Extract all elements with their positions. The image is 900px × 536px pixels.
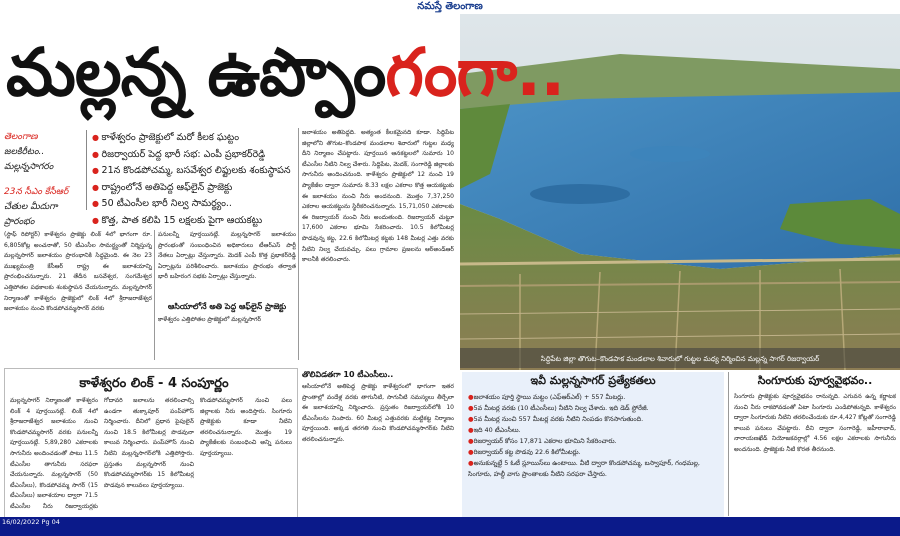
photo-caption: సిద్దిపేట జిల్లా తొగుట–కొండపాక మండలాల శివారులో గుట్టల మధ్య నిర్మించిన మల్లన్న సాగర్ రిజర్వాయర్ <box>540 355 820 363</box>
feature-item: ● రిజర్వాయర్ కోసం 17,871 ఎకరాల భూమిని సేకరించారు. <box>468 436 720 447</box>
features-title: ఇవీ మల్లన్నసాగర్ ప్రత్యేకతలు <box>530 374 656 387</box>
highlights-list <box>92 130 292 229</box>
singur-title: సింగూరుకు పూర్వవైభవం.. <box>757 374 873 387</box>
singur-text: సింగూరు ప్రాజెక్టుకు పూర్వవైభవం రానున్నది. ఎగువన ఉన్న కర్ణాటక నుంచి నీరు రాకపోవడంతో ఏటా సింగూరు ఎండిపోతున్నది. కాళేశ్వరం ద్వారా సింగూరుకు నీటిని తరలించేందుకు రూ.4,427 కోట్లతో సంగారెడ్డి కాలువ పనులు చేపట్టారు. దీని ద్వారా సంగారెడ్డి, జహీరాబాద్, నారాయణఖేడ్ నియోజకవర్గాల్లో 4.56 లక్షల ఎకరాలకు సాగునీరు అందనుంది. ప్రాజెక్టుకు నీటి కొరత తీరనుంది. <box>734 393 896 453</box>
highlight-item: ● రిజర్వాయర్ పెద్ద భారీ సభ: ఎంపీ ప్రభాకర్‌రెడ్డి <box>92 147 292 164</box>
article-column-2b: కాళేశ్వరం ఎత్తిపోతల ప్రాజెక్టులో మల్లన్నసాగర్ <box>158 316 262 323</box>
kicker-divider <box>86 130 87 210</box>
features-list <box>468 392 720 480</box>
kicker-line1: తెలంగాణ <box>4 132 38 142</box>
column-divider <box>298 128 299 360</box>
article-column-2: పనులన్నీ పూర్తయినట్లే. మల్లన్నసాగర్ జలాశయం ప్రారంభంతో సంబంధించిన అధికారులు టీఆర్ఎస్ పార్టీ నేతలు ఏర్పాట్లు చేస్తున్నారు. మెదక్ ఎంపీ కొత్త ప్రభాకర్‌రెడ్డి ఏర్పాట్లను పరిశీలించారు. జలాశయం ప్రారంభం తర్వాత భారీ బహిరంగ సభకు ఏర్పాట్లు చేస్తున్నారు. <box>158 231 296 281</box>
headline-part2: గంగా.. <box>385 34 565 111</box>
kicker <box>4 130 86 230</box>
column-3-subhead: తొలివిడతగా 10 టీఎంసీలు.. <box>302 370 394 379</box>
feature-item: ● ఇది 40 టీఎంసీలు. <box>468 425 720 436</box>
headline <box>6 28 564 118</box>
highlight-item: ● 21న కొండపోచమ్మ, బసవేశ్వర లిఫ్టులకు శంకుస్థాపన <box>92 163 292 180</box>
link4-column-3: కొండపోచమ్మసాగర్ నుంచి పలు జిల్లాలకు నీరు అందిస్తారు. సింగూరు ప్రాజెక్టుకు కూడా నీటిని తరలించనున్నారు. మొత్తం 19 ప్యాకేజీలకు సంబంధించి అన్ని పనులు పూర్తయ్యాయి. <box>200 397 292 457</box>
column-divider <box>728 372 729 516</box>
footer-bar <box>0 517 900 536</box>
link4-column-1: మల్లన్నసాగర్ నిర్మాణంతో కాళేశ్వరం లింక్ 4 పూర్తయినట్లే. లింక్ 4లో శ్రీరాజరాజేశ్వర జలాశయం నుంచి కొండపోచమ్మసాగర్ వరకు పనులన్నీ పూర్తయినట్లే. 5,89,280 ఎకరాలకు సాగునీరు అందించడంతో పాటు 11.5 టీఎంసీల తాగునీరు సరఫరా చేయనున్నారు. మల్లన్నసాగర్ (50 టీఎంసీలు), కొండపోచమ్మ సాగర్ (15 టీఎంసీలు) జలాశయాల ద్వారా 71.5 టీఎంసీల నీరు రిజర్వాయర్లకు <box>10 397 98 510</box>
column-2-subhead: ఆసియాలోనే అతి పెద్ద ఆఫ్‌లైన్ ప్రాజెక్టు <box>167 302 287 311</box>
article-column-3b: ఆసియాలోనే అతిపెద్ద ప్రాజెక్టు కాళేశ్వరంలో భాగంగా ఇతర ప్రాంతాల్లో వందేళ్ల వరకు తాగునీటి, సాగునీటి సమస్యలు తీర్చేలా ఈ జలాశయాన్ని నిర్మించారు. ప్రస్తుతం రిజర్వాయర్‌లోకి 10 టీఎంసీలను నింపారు. 60 మీటర్ల ఎత్తువరకు మట్టికట్ట నిర్మాణం పూర్తయింది. అక్కడ తరగతి నుంచి కొండపోచమ్మసాగర్‌కు నీటిని తరలించనున్నారు. <box>302 383 454 443</box>
kicker-line3: 23న సీఎం కేసీఆర్ <box>4 187 69 197</box>
headline-part1: మల్లన్న ఉప్పొం <box>6 34 386 111</box>
kicker-line2: జలకిరీటం.. మల్లన్నసాగరం <box>4 147 54 172</box>
kicker-line4: చేతుల మీదుగా ప్రారంభం <box>4 202 58 227</box>
feature-item: ● రిజర్వాయర్ కట్ట పొడవు 22.6 కిలోమీటర్లు. <box>468 447 720 458</box>
highlight-item: ● 50 టీఎంసీల భారీ నిల్వ సామర్థ్యం.. <box>92 196 292 213</box>
page-date: 16/02/2022 Pg 04 <box>2 518 60 526</box>
link4-title: కాళేశ్వరం లింక్ - 4 సంపూర్ణం <box>79 376 229 391</box>
highlight-item: ● కొత్త, పాత కలిపి 15 లక్షలకు పైగా ఆయకట్టు <box>92 213 292 230</box>
feature-item: ● జలాశయం పూర్తి స్థాయి మట్టం (ఎఫ్‌ఆర్‌ఎల్) + 557 మీటర్లు. <box>468 392 720 403</box>
highlight-item: ● రాష్ట్రంలోనే అతిపెద్ద ఆఫ్‌లైన్ ప్రాజెక్టు <box>92 180 292 197</box>
link4-column-2: గోదావరి జలాలను తరలించాల్సి ఉండగా తుక్కాపూర్ పంప్‌హౌస్ నిర్మించారు. దీనిలో ప్రధాన పైపులైన్‌ నుంచి 18.5 కిలోమీటర్ల పొడవునా కాలువ నిర్మించారు. పంప్‌హౌస్ నుంచి నీటిని మల్లన్నసాగర్‌లోకి ఎత్తిపోస్తారు. ప్రస్తుతం మల్లన్నసాగర్ నుంచి కొండపోచమ్మసాగర్‌కు 15 కిలోమీటర్ల పొడవున కాలువలు పూర్తయ్యాయి. <box>104 397 194 489</box>
column-divider <box>154 230 155 360</box>
article-column-3: జలాశయం అతిపెద్దది. అత్యంత కీలకమైనది కూడా. సిద్దిపేట జిల్లాలోని తొగుట–కొండపాక మండలాల శివారులో గుట్టల మధ్య దీని నిర్మాణం చేపట్టారు. పూర్తయిన ఆనకట్టలలో సుమారు 10 టీఎంసీల నీటిని నిల్వ చేశారు. సిద్దిపేట, మెదక్, సంగారెడ్డి జిల్లాలకు సాగునీరు అందించనుంది. కాళేశ్వరం ప్రాజెక్టులో 12 నుంచి 19 ప్యాకేజీల ద్వారా సుమారు 8.33 లక్షల ఎకరాల కొత్త ఆయకట్టుకు ఈ జలాశయం నుంచి నీరు అందనుంది. మొత్తం 7,37,250 ఎకరాల ఆయకట్టును స్థిరీకరించనున్నారు. 15,71,050 ఎకరాలకు ఈ రిజర్వాయర్ నుంచి నీరు అందుతుంది. రిజర్వాయర్ చుట్టూ 17,600 ఎకరాల భూమి సేకరించారు. 10.5 కిలోమీటర్ల పొడవున్న కట్ట, 22.6 కిలోమీటర్ల కట్టకు 148 మీటర్ల ఎత్తు వరకు నీటిని నిల్వ చేయవచ్చు. పలు గ్రామాల ప్రజలను ఆర్‌అండ్‌ఆర్ కాలనీకి తరలించారు. <box>302 129 454 264</box>
feature-item: ● 5వ మీటర్ల నుంచి 557 మీటర్ల వరకు నీటిని నింపడం కొనసాగుతుంది. <box>468 414 720 425</box>
masthead: నమస్తే తెలంగాణ <box>417 1 483 12</box>
feature-item: ● అనుకున్నట్టే 5 ఓటీ స్లూయిస్‌లు ఉంటాయి. వీటి ద్వారా కొండపోచమ్మ, బస్వాపూర్, గంధమల్ల, సింగూరు, హల్దీ వాగు ప్రాంతాలకు నీటిని సరఫరా చేస్తారు. <box>468 458 720 480</box>
feature-item: ● 5వ మీటర్ల వరకు (10 టీఎంసీలు) నీటిని నిల్వ చేశారు. ఇది డెడ్ స్టోరేజీ. <box>468 403 720 414</box>
article-column-1: (స్టాఫ్ రిపోర్టర్) కాళేశ్వరం ప్రాజెక్టు లింక్ 4లో భాగంగా రూ. 6,805కోట్ల అంచనాతో, 50 టీఎంసీల సామర్థ్యంతో నిర్మిస్తున్న మల్లన్నసాగర్ జలాశయం ప్రారంభానికి సిద్ధమైంది. ఈ నెల 23 ముఖ్యమంత్రి కేసీఆర్ రాష్ట్ర ఈ జలాశయాన్ని ప్రారంభించనున్నారు. 21 తేదీన బసవేశ్వర, సంగమేశ్వర ఎత్తిపోతల పథకాలకు శంకుస్థాపన చేయనున్నారు. మల్లన్నసాగర్ నిర్మాణంతో కాళేశ్వరం ప్రాజెక్టులో లింక్ 4లో శ్రీరాజరాజేశ్వర జలాశయం నుంచి కొండపోచమ్మసాగర్ వరకు <box>4 231 152 313</box>
highlight-item: ● కాళేశ్వరం ప్రాజెక్టులో మరో కీలక ఘట్టం <box>92 130 292 147</box>
